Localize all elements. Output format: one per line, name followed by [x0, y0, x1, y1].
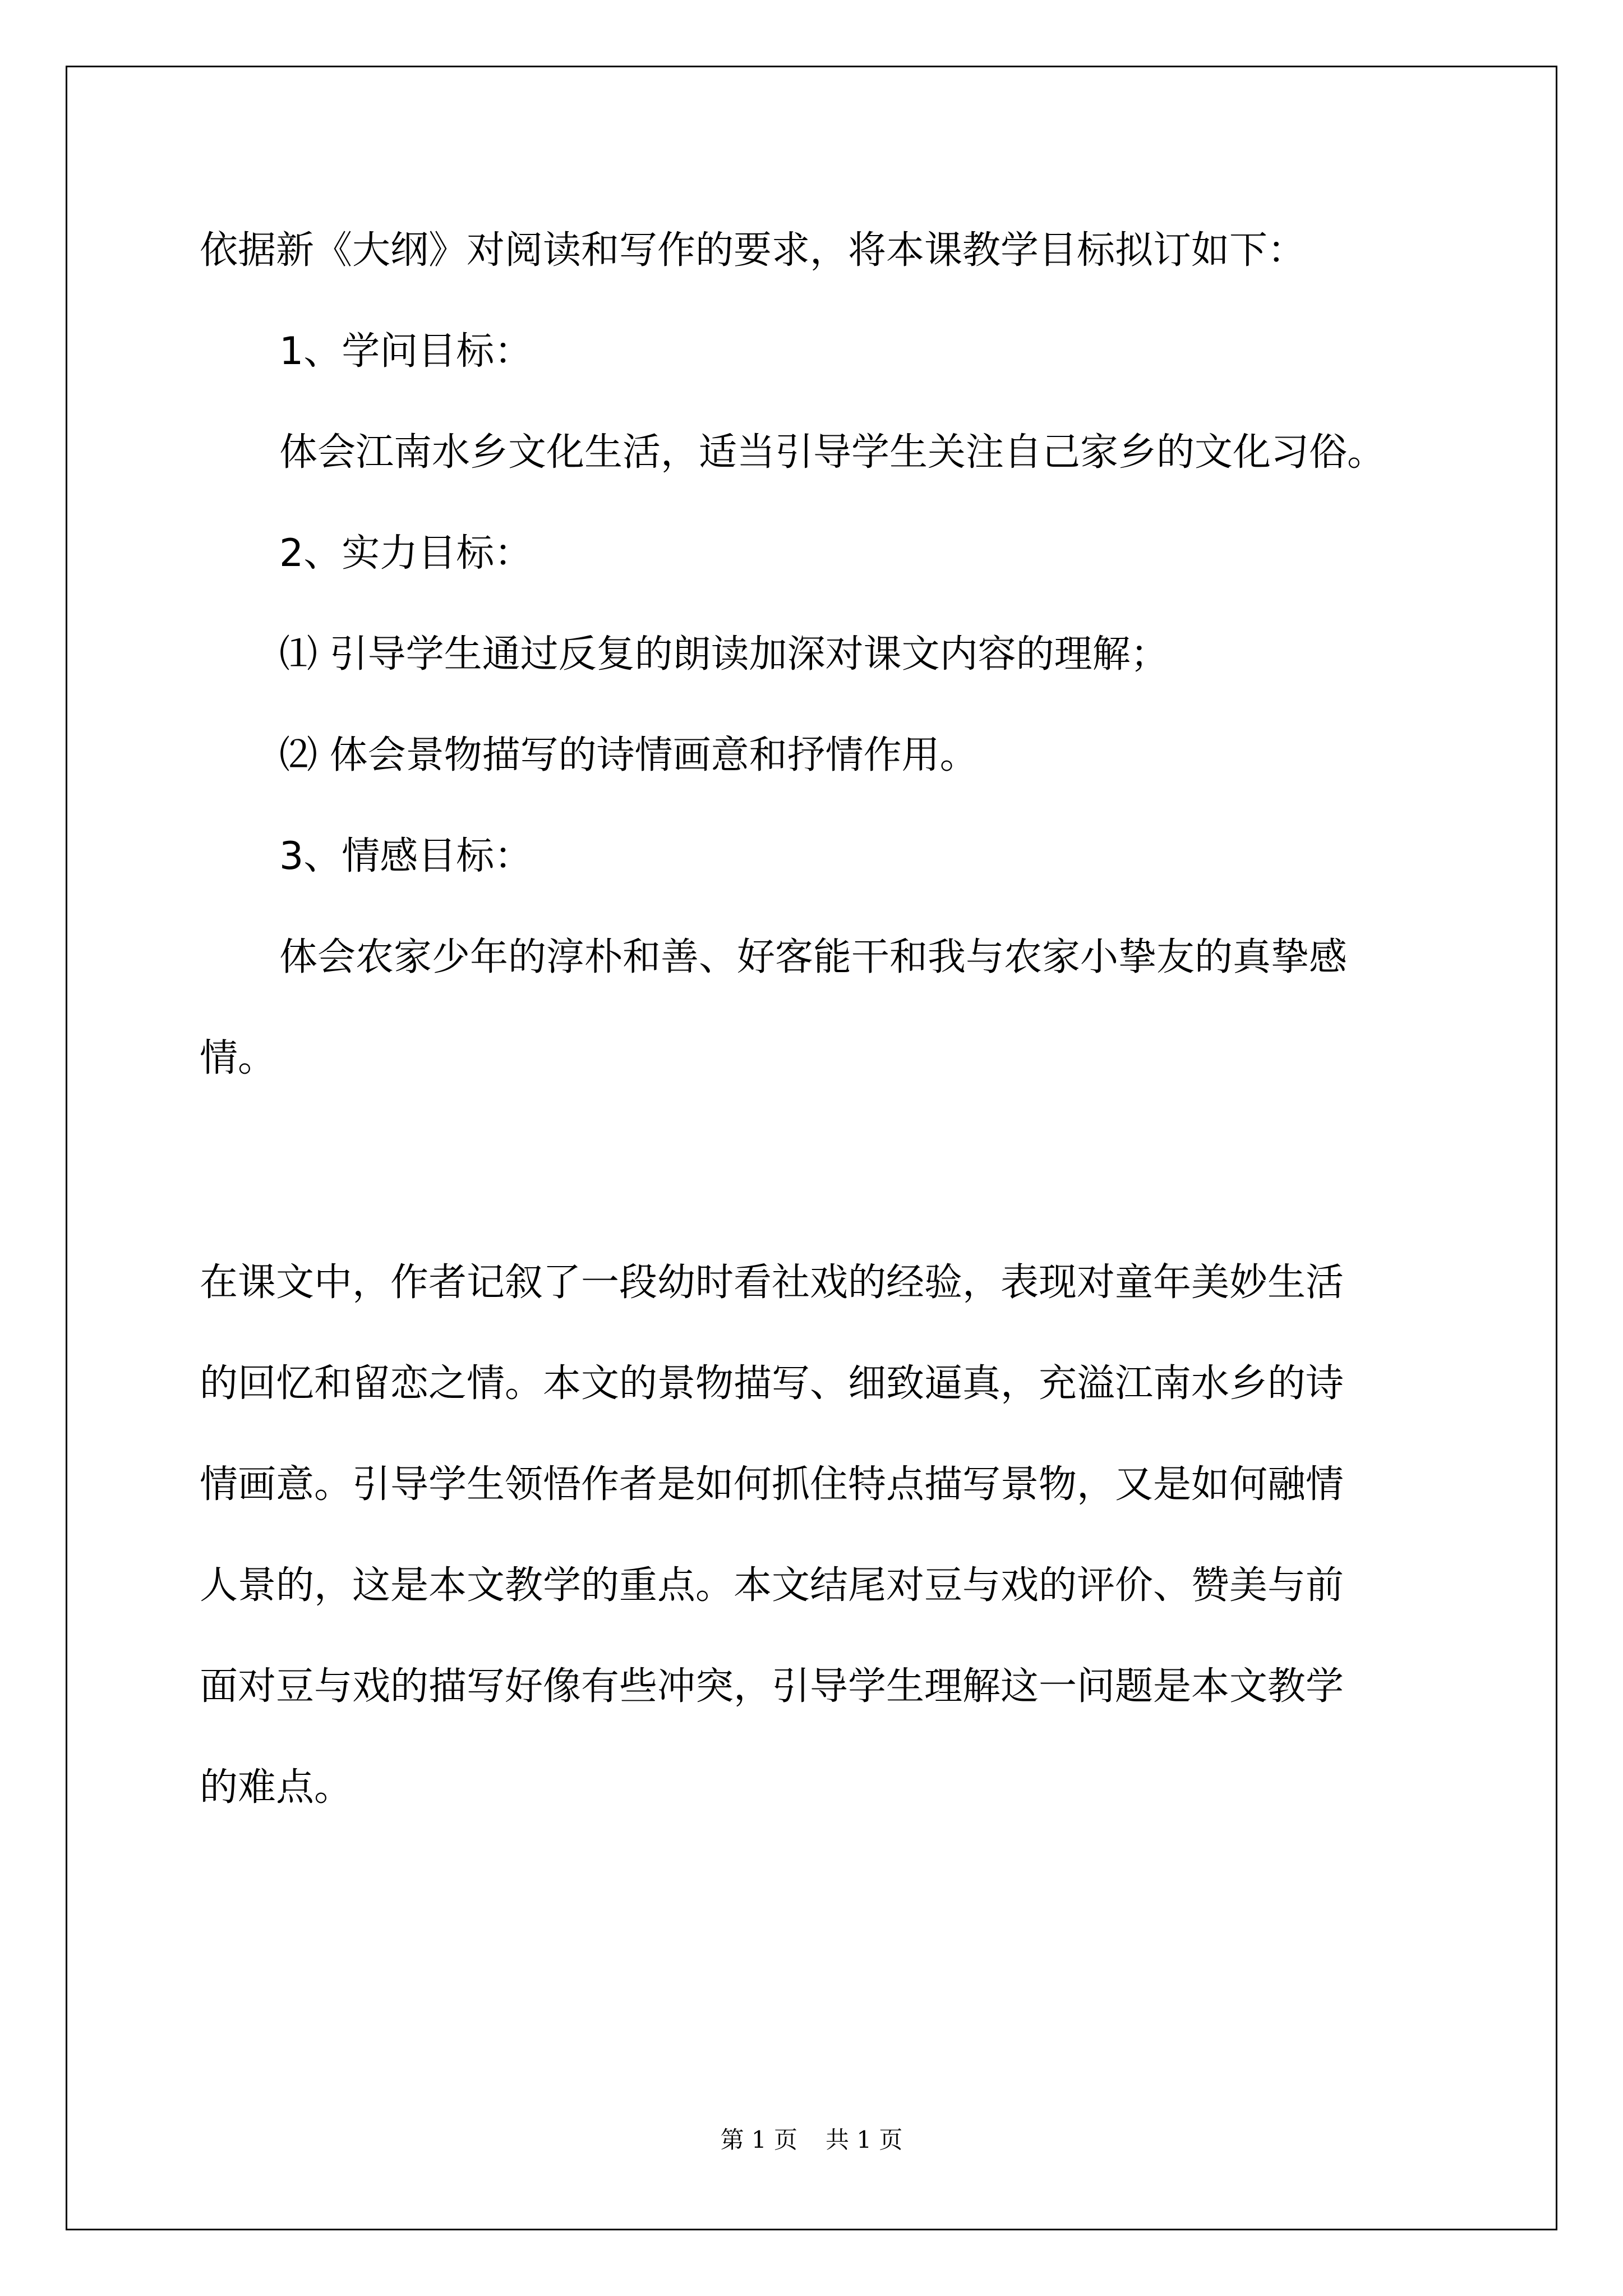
ability-objective-heading: 2、实力目标： — [279, 531, 533, 576]
page-total: 共 1 页 — [826, 2126, 903, 2154]
ability-objective-item: ⑴ 引导学生通过反复的朗读加深对课文内容的理解； — [279, 632, 1169, 677]
analysis-line: 的难点。 — [200, 1765, 353, 1810]
analysis-line: 面对豆与戏的描写好像有些冲突，引导学生理解这一问题是本文教学 — [200, 1664, 1344, 1709]
page-number: 第 1 页 — [720, 2126, 797, 2154]
emotion-objective-text-line: 情。 — [200, 1036, 276, 1080]
knowledge-objective-heading: 1、学问目标： — [279, 329, 533, 374]
analysis-line: 人景的，这是本文教学的重点。本文结尾对豆与戏的评价、赞美与前 — [200, 1563, 1344, 1608]
analysis-line: 情画意。引导学生领悟作者是如何抓住特点描写景物，又是如何融情 — [200, 1462, 1344, 1507]
analysis-line: 的回忆和留恋之情。本文的景物描写、细致逼真，充溢江南水乡的诗 — [200, 1361, 1344, 1406]
knowledge-objective-text: 体会江南水乡文化生活，适当引导学生关注自己家乡的文化习俗。 — [279, 430, 1386, 475]
emotion-objective-heading: 3、情感目标： — [279, 834, 533, 878]
ability-objective-item: ⑵ 体会景物描写的诗情画意和抒情作用。 — [279, 733, 978, 777]
page-footer — [0, 2126, 1623, 2154]
emotion-objective-text-line: 体会农家少年的淳朴和善、好客能干和我与农家小挚友的真挚感 — [279, 935, 1348, 979]
objectives-intro: 依据新《大纲》对阅读和写作的要求，将本课教学目标拟订如下： — [200, 228, 1306, 273]
analysis-line: 在课文中，作者记叙了一段幼时看社戏的经验，表现对童年美妙生活 — [200, 1260, 1344, 1305]
page-border — [66, 66, 1557, 2230]
